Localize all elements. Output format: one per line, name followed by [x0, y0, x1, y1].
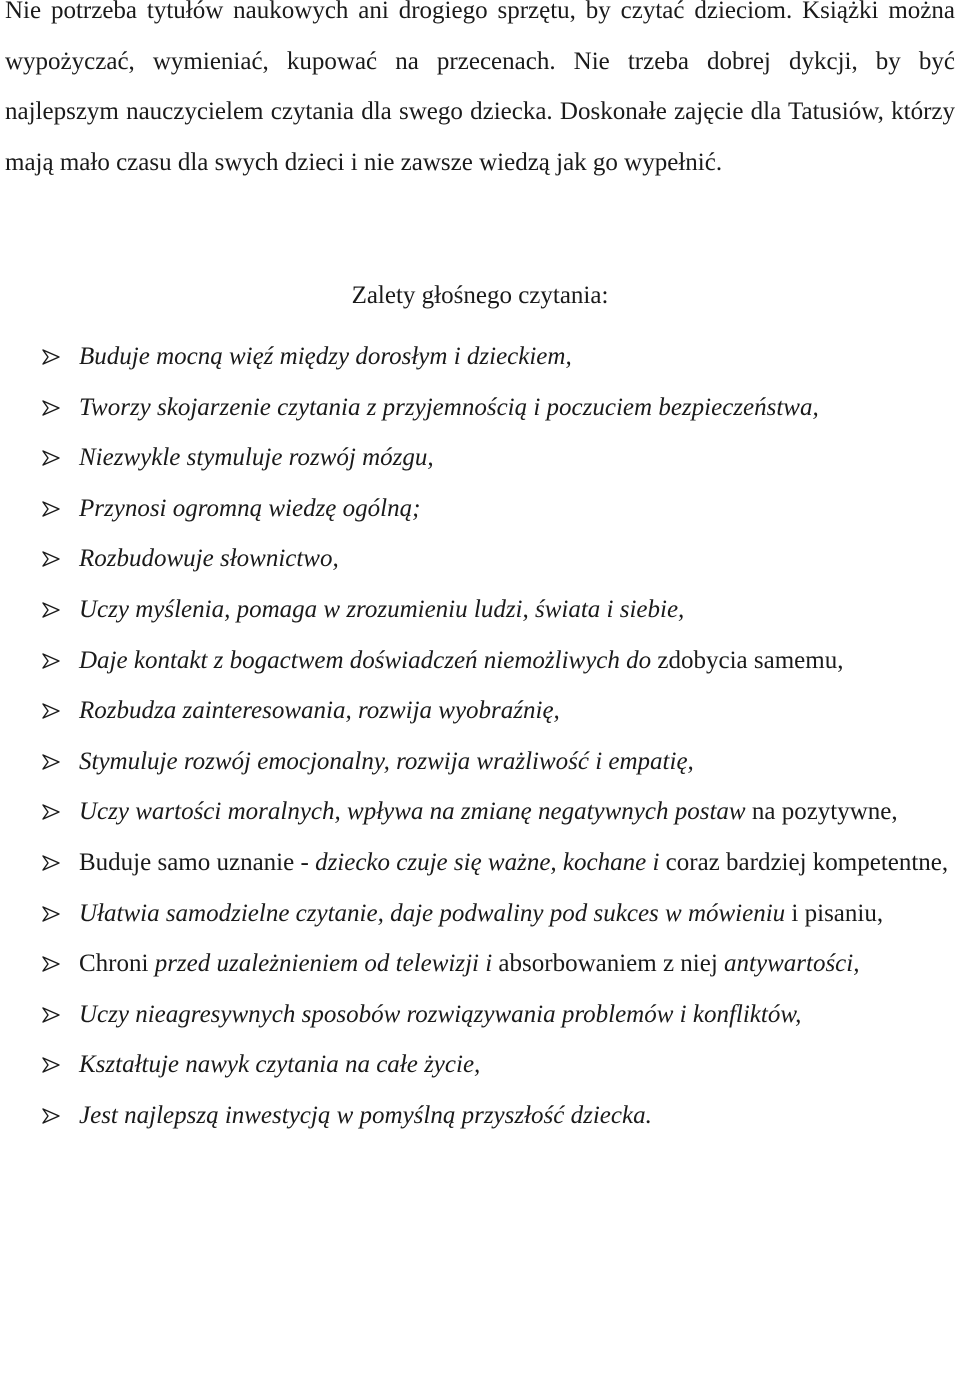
list-item-text: Jest najlepszą inwestycją w pomyślną przyszłość dziecka. [79, 1101, 652, 1129]
arrow-bullet-icon [42, 1057, 60, 1073]
arrow-bullet-icon [42, 1108, 60, 1124]
list-item-text: coraz bardziej kompetentne, [665, 848, 949, 876]
list-item [0, 1040, 960, 1091]
list-item [0, 686, 960, 737]
arrow-bullet-icon [42, 1007, 60, 1023]
list-item-text: Rozbudowuje słownictwo, [79, 545, 339, 573]
arrow-bullet-icon [42, 501, 60, 517]
list-item-text-italic-end: antywartości, [724, 950, 860, 978]
intro-paragraph: Nie potrzeba tytułów naukowych ani drogiego sprzętu, by czytać dzieciom. Książki można wypożyczać, wymieniać, kupować na przecenach. Nie trzeba dobrej dykcji, by być najlepszym nauczycielem czytania dla swego dziecka. Doskonałe zajęcie dla Tatusiów, którzy mają mało czasu dla swych dzieci i nie zawsze wiedzą jak go wypełnić. [5, 0, 955, 176]
list-item [0, 737, 960, 788]
list-item-text: Uczy myślenia, pomaga w zrozumieniu ludzi, świata i siebie, [79, 595, 685, 623]
list-item [0, 332, 960, 383]
list-item-text: i pisaniu, [791, 899, 884, 927]
list-item-text: na pozytywne, [751, 798, 898, 826]
arrow-bullet-icon [42, 349, 60, 365]
list-item-text: Kształtuje nawyk czytania na całe życie, [79, 1051, 481, 1079]
list-item-text: absorbowaniem z niej [498, 950, 718, 978]
list-item-text: Niezwykle stymuluje rozwój mózgu, [79, 444, 434, 472]
list-item [0, 383, 960, 434]
list-item [0, 534, 960, 585]
section-heading: Zalety głośnego czytania: [351, 282, 609, 309]
list-item-text-italic: Daje kontakt z bogactwem doświadczeń niemożliwych do [79, 646, 652, 674]
list-item [0, 636, 960, 687]
list-item-text: Rozbudza zainteresowania, rozwija wyobraźnię, [79, 697, 560, 725]
list-item-text-italic: Ułatwia samodzielne czytanie, daje podwaliny pod sukces w mówieniu [79, 899, 786, 927]
arrow-bullet-icon [42, 703, 60, 719]
list-item [0, 787, 960, 838]
list-item [0, 585, 960, 636]
arrow-bullet-icon [42, 653, 60, 669]
arrow-bullet-icon [42, 602, 60, 618]
arrow-bullet-icon [42, 400, 60, 416]
list-item-text: Przynosi ogromną wiedzę ogólną; [79, 494, 421, 522]
list-item [0, 939, 960, 990]
list-item [0, 484, 960, 535]
list-item-text-italic: przed uzależnieniem od telewizji i [154, 950, 493, 978]
list-item-text: zdobycia samemu, [657, 646, 844, 674]
list-item-text: Tworzy skojarzenie czytania z przyjemnością i poczuciem bezpieczeństwa, [79, 393, 819, 421]
list-item-text-italic: dziecko czuje się ważne, kochane i [315, 848, 660, 876]
arrow-bullet-icon [42, 450, 60, 466]
list-item-text: Uczy nieagresywnych sposobów rozwiązywania problemów i konfliktów, [79, 1000, 802, 1028]
arrow-bullet-icon [42, 754, 60, 770]
arrow-bullet-icon [42, 551, 60, 567]
arrow-bullet-icon [42, 804, 60, 820]
list-item-text: Stymuluje rozwój emocjonalny, rozwija wrażliwość i empatię, [79, 747, 694, 775]
arrow-bullet-icon [42, 956, 60, 972]
arrow-bullet-icon [42, 906, 60, 922]
list-item [0, 433, 960, 484]
arrow-bullet-icon [42, 855, 60, 871]
list-item-text-start: Chroni [79, 950, 155, 978]
list-item [0, 1091, 960, 1142]
list-item-text-start: Buduje samo uznanie - [79, 848, 316, 876]
list-item [0, 990, 960, 1041]
list-item-text: Buduje mocną więź między dorosłym i dzieckiem, [79, 343, 572, 370]
list-item-text-italic: Uczy wartości moralnych, wpływa na zmianę negatywnych postaw [79, 798, 746, 826]
benefits-list [0, 332, 960, 1142]
list-item [0, 838, 960, 889]
list-item [0, 889, 960, 940]
